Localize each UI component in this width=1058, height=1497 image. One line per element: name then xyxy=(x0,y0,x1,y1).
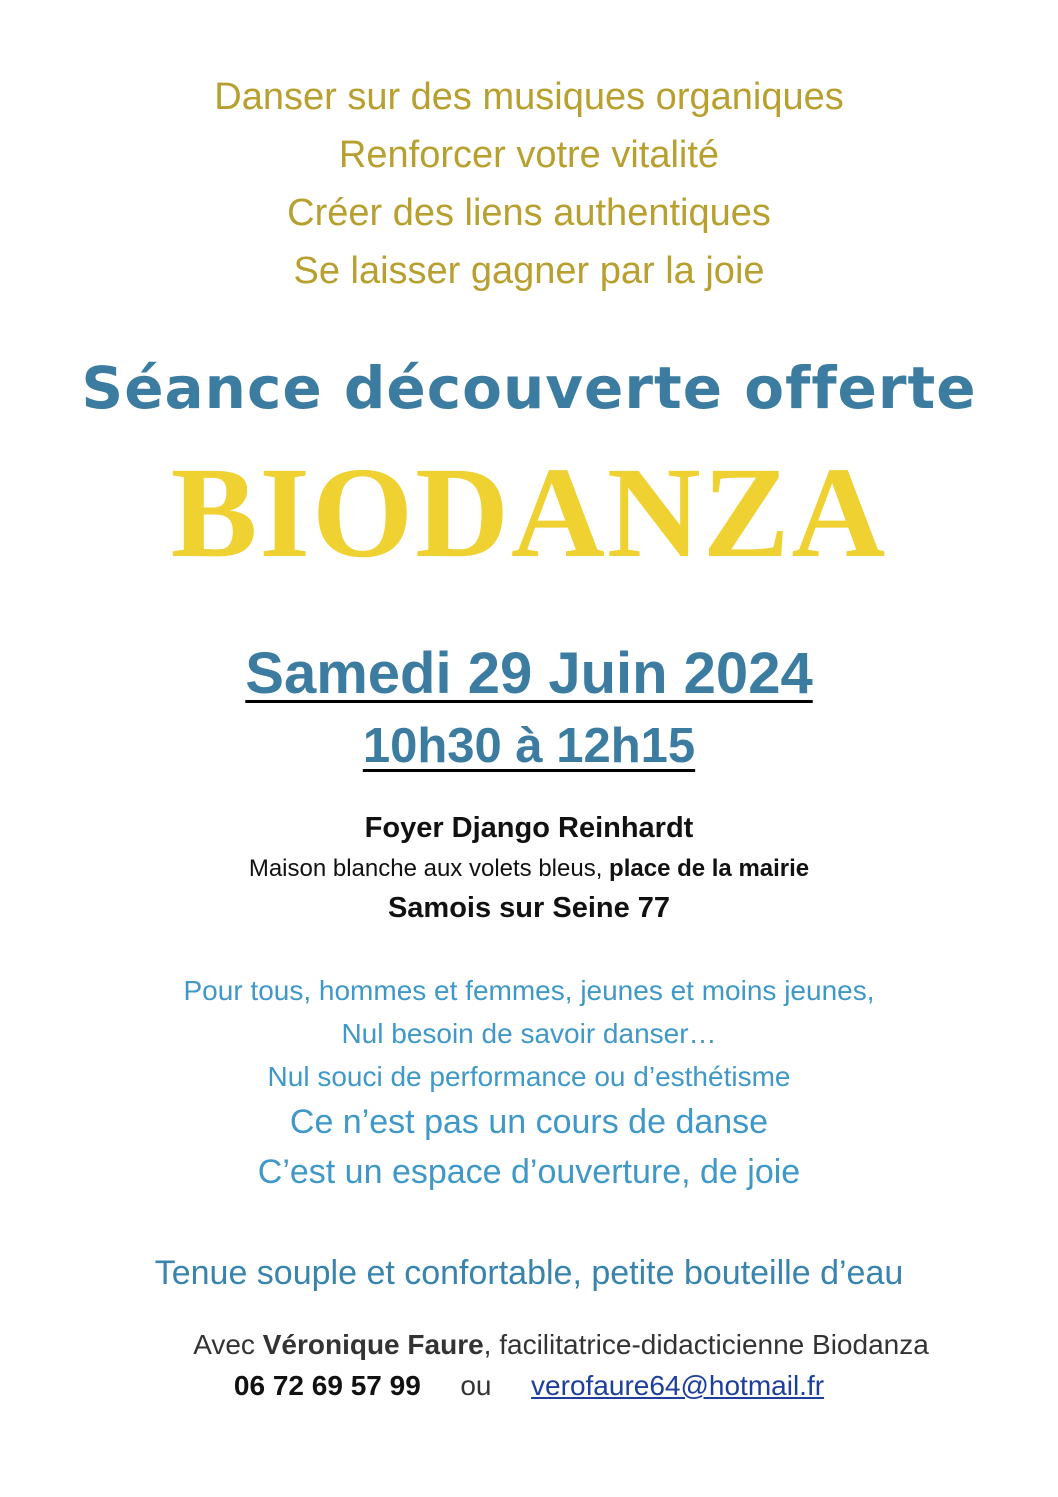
dress-code: Tenue souple et confortable, petite bouteille d’eau xyxy=(154,1254,904,1292)
event-time-row xyxy=(0,718,1058,774)
audience-line-5: C’est un espace d’ouverture, de joie xyxy=(257,1153,801,1191)
contact-phone: 06 72 69 57 99 xyxy=(233,1370,421,1401)
contact-name: Véronique Faure xyxy=(262,1329,484,1360)
audience-line-2: Nul besoin de savoir danser… xyxy=(341,1018,717,1049)
event-date: Samedi 29 Juin 2024 xyxy=(245,641,813,706)
contact-separator: ou xyxy=(460,1370,492,1401)
intro-line-3: Créer des liens authentiques xyxy=(287,192,771,234)
contact-role: , facilitatrice-didacticienne Biodanza xyxy=(483,1329,929,1360)
audience-line-4: Ce n’est pas un cours de danse xyxy=(289,1103,769,1141)
headline: Séance découverte offerte xyxy=(81,354,977,422)
event-date-row xyxy=(0,640,1058,707)
contact-details xyxy=(0,1370,1058,1402)
intro-line-2: Renforcer votre vitalité xyxy=(338,134,720,176)
brand-title: BIODANZA xyxy=(170,441,888,585)
venue-address-part2: place de la mairie xyxy=(609,855,810,882)
audience-line-1: Pour tous, hommes et femmes, jeunes et moins jeunes, xyxy=(183,975,875,1006)
venue-address xyxy=(0,855,1058,883)
intro-line-1: Danser sur des musiques organiques xyxy=(214,76,844,118)
contact-prefix: Avec xyxy=(193,1329,255,1360)
venue-name: Foyer Django Reinhardt xyxy=(364,812,694,844)
contact-line xyxy=(32,1329,1058,1361)
intro-line-4: Se laisser gagner par la joie xyxy=(293,250,765,292)
event-time: 10h30 à 12h15 xyxy=(362,719,696,773)
venue-address-part1: Maison blanche aux volets bleus, xyxy=(248,855,603,882)
venue-city: Samois sur Seine 77 xyxy=(387,892,671,924)
contact-email-link[interactable]: verofaure64@hotmail.fr xyxy=(531,1370,825,1401)
audience-line-3: Nul souci de performance ou d’esthétisme xyxy=(267,1061,791,1092)
